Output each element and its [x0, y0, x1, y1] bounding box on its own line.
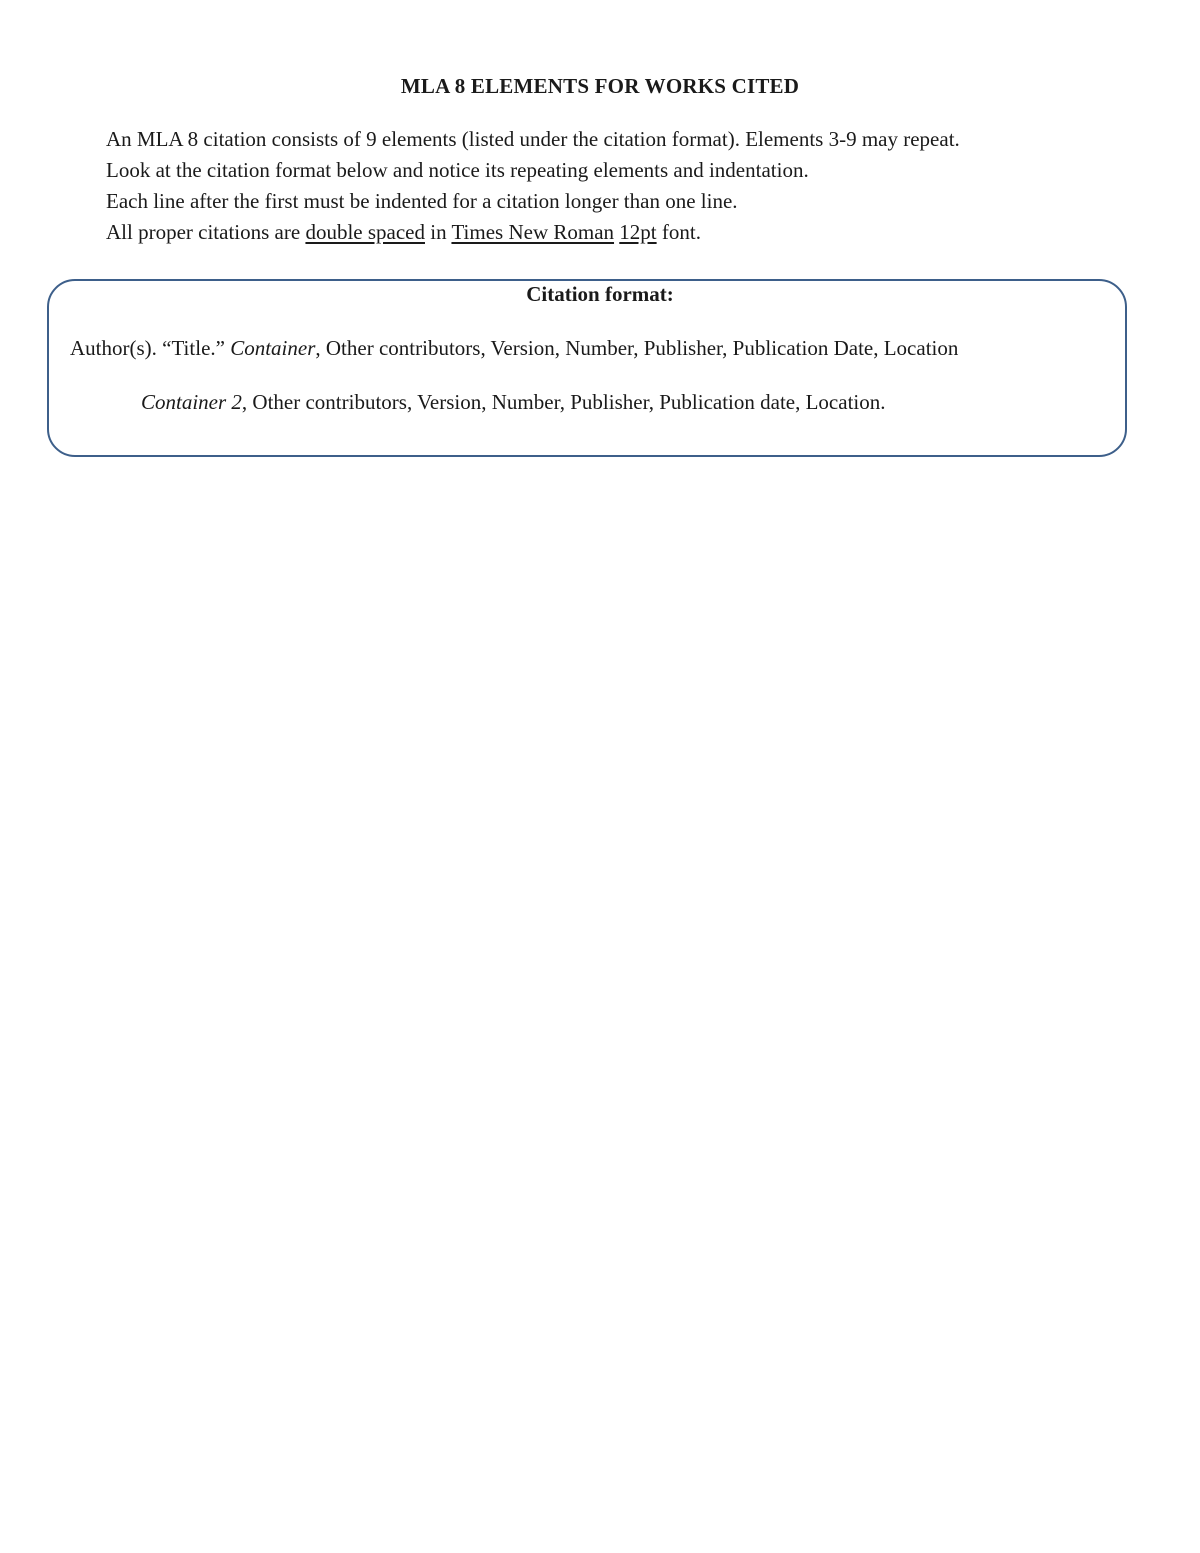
citation-format-line-2: [141, 388, 886, 416]
intro-line-4-suffix: font.: [656, 220, 701, 244]
intro-line-4-prefix: All proper citations are: [106, 220, 306, 244]
intro-line-3: Each line after the first must be indented for a citation longer than one line.: [106, 189, 738, 213]
font-size-text: 12pt: [619, 220, 657, 244]
citation-container: Container: [230, 336, 316, 360]
intro-line-4: [106, 217, 1146, 248]
intro-line-1: An MLA 8 citation consists of 9 elements (listed under the citation format). Elements 3-9 may repeat.: [106, 127, 960, 151]
citation-author-title: Author(s). “Title.”: [70, 336, 231, 360]
font-name-text: Times New Roman: [451, 220, 615, 244]
citation-line-2-rest: , Other contributors, Version, Number, Publisher, Publication date, Location.: [241, 390, 886, 414]
citation-format-heading: Citation format:: [526, 282, 674, 306]
intro-line-2: Look at the citation format below and notice its repeating elements and indentation.: [106, 158, 809, 182]
citation-line-1-rest: , Other contributors, Version, Number, Publisher, Publication Date, Location: [315, 336, 959, 360]
intro-paragraph: [106, 124, 1146, 248]
intro-line-4-in: in: [424, 220, 452, 244]
double-spaced-text: double spaced: [305, 220, 425, 244]
document-title: MLA 8 ELEMENTS FOR WORKS CITED: [400, 74, 800, 98]
citation-format-line-1: [70, 334, 958, 362]
citation-container-2: Container 2: [141, 390, 242, 414]
